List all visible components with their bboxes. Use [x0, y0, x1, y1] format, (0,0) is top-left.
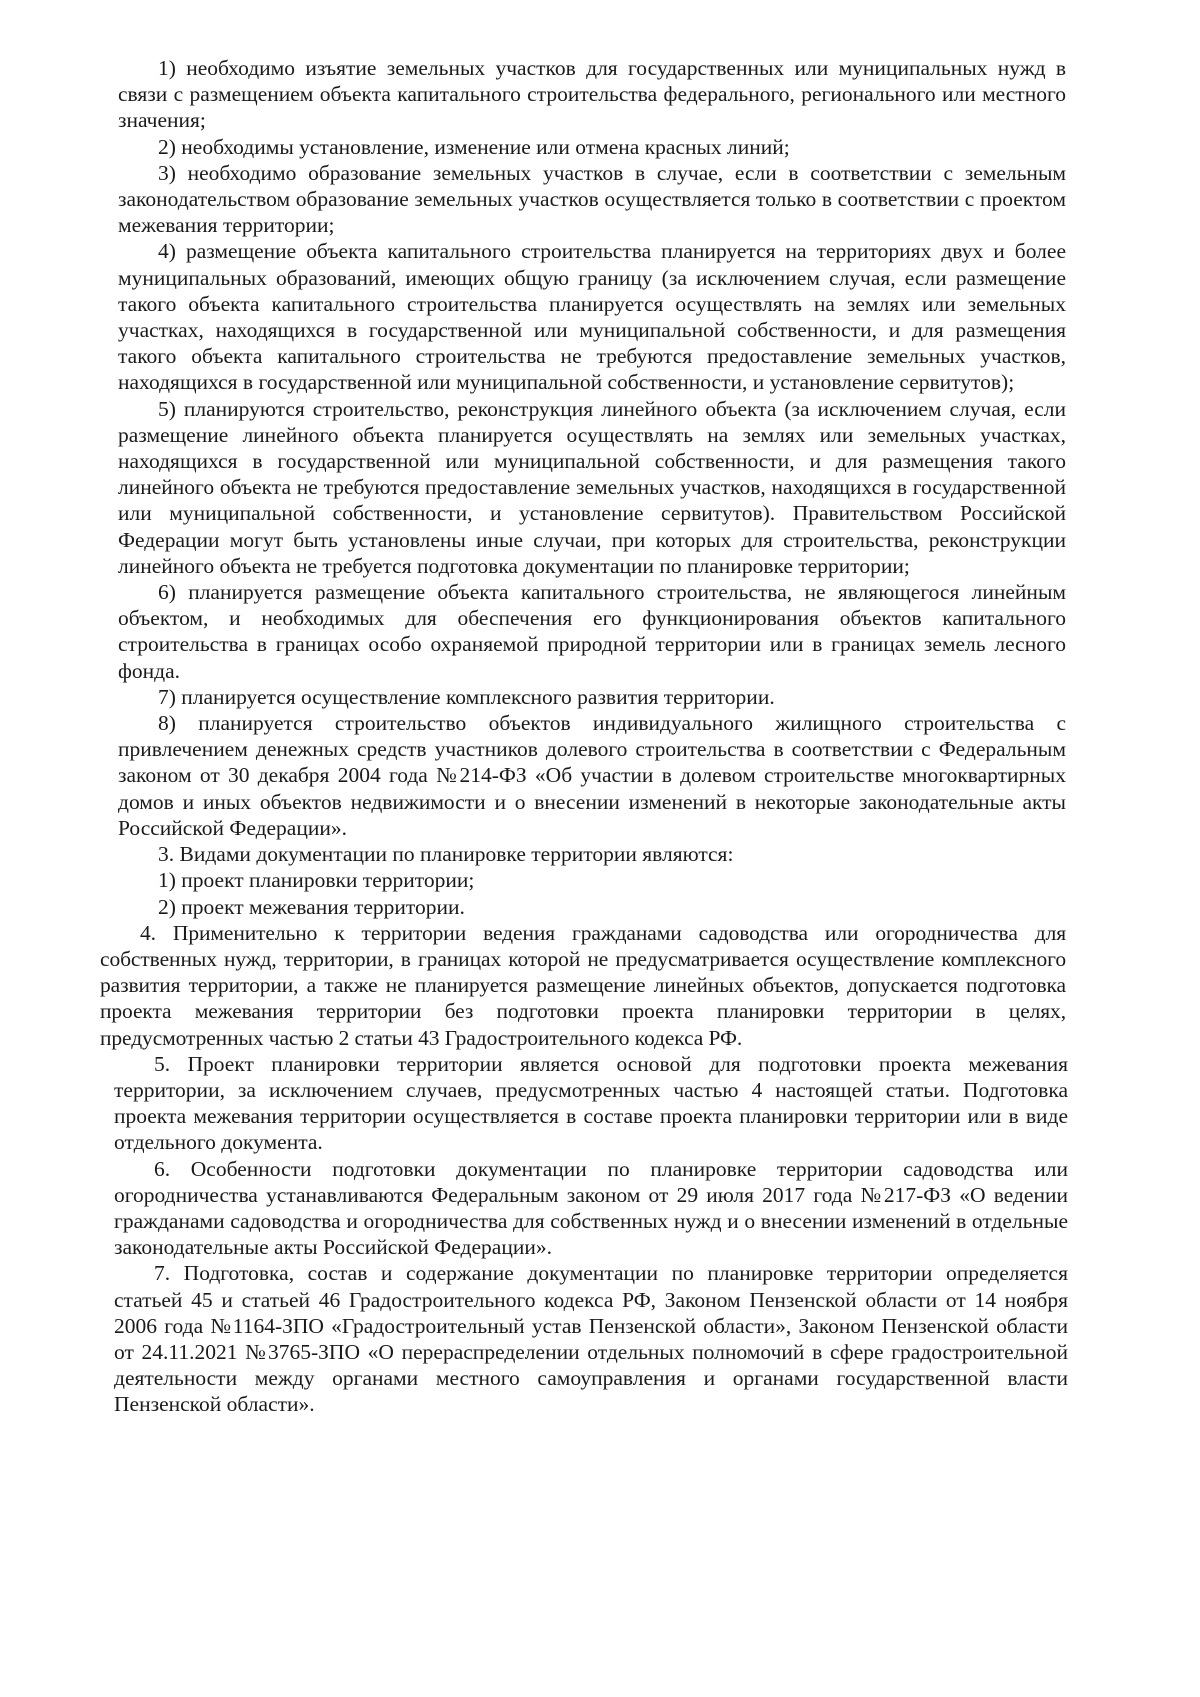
paragraph-item-1: 1) необходимо изъятие земельных участков для государственных или муниципальных нужд в связи с размещением объекта капитального строительства федерального, регионального или местного значения;	[118, 56, 1066, 133]
paragraph-section-7: 7. Подготовка, состав и содержание документации по планировке территории определяется статьей 45 и статьей 46 Градостроительного кодекса РФ, Законом Пензенской области от 14 ноября 2006 года №1164-ЗПО «Градостроительный устав Пензенской области», Законом Пензенской области от 24.11.2021 №3765-ЗПО «О перераспределении отдельных полномочий в сфере градостроительной деятельности между органами местного самоуправления и органами государственной власти Пензенской области».	[114, 1261, 1068, 1417]
section-5-7-block	[114, 1051, 1068, 1418]
paragraph-item-5: 5) планируются строительство, реконструкция линейного объекта (за исключением случая, если размещение линейного объекта планируется осуществлять на землях или земельных участках, находящихся в государственной или муниципальной собственности, и для размещения такого линейного объекта не требуются предоставление земельных участков, находящихся в государственной или муниципальной собственности, и установление сервитутов). Правительством Российской Федерации могут быть установлены иные случаи, при которых для строительства, реконструкции линейного объекта не требуется подготовка документации по планировке территории;	[118, 396, 1066, 578]
paragraph-item-4: 4) размещение объекта капитального строительства планируется на территориях двух и более муниципальных образований, имеющих общую границу (за исключением случая, если размещение такого объекта капитального строительства планируется осуществлять на землях или земельных участках, находящихся в государственной или муниципальной собственности, и для размещения такого объекта капитального строительства не требуются предоставление земельных участков, находящихся в государственной или муниципальной собственности, и установление сервитутов);	[118, 239, 1066, 395]
paragraph-section-3: 3. Видами документации по планировке территории являются:	[158, 842, 734, 867]
paragraph-item-2: 2) необходимы установление, изменение или отмена красных линий;	[158, 134, 790, 159]
paragraph-item-6: 6) планируется размещение объекта капитального строительства, не являющегося линейным объектом, и необходимых для обеспечения его функционирования объектов капитального строительства в границах особо охраняемой природной территории или в границах земель лесного фонда.	[118, 580, 1066, 683]
paragraph-section-3-item-1: 1) проект планировки территории;	[158, 868, 475, 893]
paragraph-section-3-item-2: 2) проект межевания территории.	[158, 894, 465, 919]
paragraph-section-4: 4. Применительно к территории ведения гражданами садоводства или огородничества для собственных нужд, территории, в границах которой не предусматривается осуществление комплексного развития территории, а также не планируется размещение линейных объектов, допускается подготовка проекта межевания территории без подготовки проекта планировки территории в целях, предусмотренных частью 2 статьи 43 Градостроительного кодекса РФ.	[100, 920, 1066, 1050]
section-cases-list	[118, 55, 1066, 920]
paragraph-section-5: 5. Проект планировки территории является основой для подготовки проекта межевания территории, за исключением случаев, предусмотренных частью 4 настоящей статьи. Подготовка проекта межевания территории осуществляется в составе проекта планировки территории или в виде отдельного документа.	[114, 1051, 1068, 1155]
paragraph-item-3: 3) необходимо образование земельных участков в случае, если в соответствии с земельным законодательством образование земельных участков осуществляется только в соответствии с проектом межевания территории;	[118, 160, 1066, 238]
paragraph-item-7: 7) планируется осуществление комплексного развития территории.	[158, 684, 775, 709]
paragraph-section-6: 6. Особенности подготовки документации по планировке территории садоводства или огородничества устанавливаются Федеральным законом от 29 июля 2017 года №217-ФЗ «О ведении гражданами садоводства и огородничества для собственных нужд и о внесении изменений в отдельные законодательные акты Российской Федерации».	[114, 1156, 1068, 1260]
section-4-block	[100, 920, 1066, 1051]
paragraph-item-8: 8) планируется строительство объектов индивидуального жилищного строительства с привлечением денежных средств участников долевого строительства в соответствии с Федеральным законом от 30 декабря 2004 года №214-ФЗ «Об участии в долевом строительстве многоквартирных домов и иных объектов недвижимости и о внесении изменений в некоторые законодательные акты Российской Федерации».	[118, 711, 1066, 840]
